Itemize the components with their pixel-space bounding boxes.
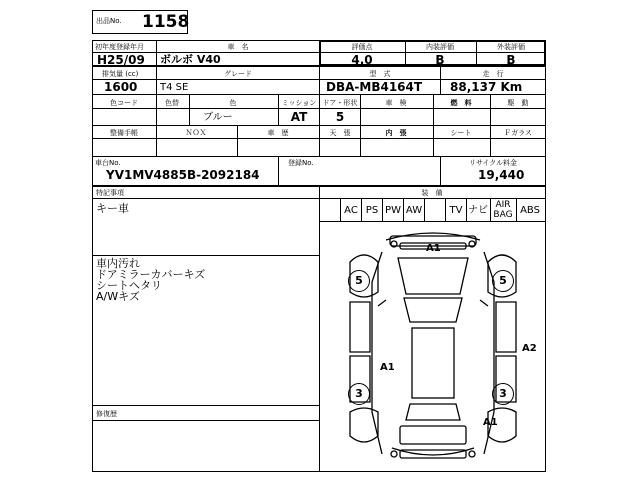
grade-label: グレード: [224, 70, 252, 78]
car-diagram-icon: [320, 222, 546, 472]
drive-label: 駆 動: [507, 99, 529, 107]
vin-label: 車台No.: [95, 159, 121, 167]
color-value: ブルー: [203, 112, 233, 123]
equip-navi: ナビ: [468, 205, 488, 216]
lot-number-label: 出品No.: [96, 17, 122, 25]
exterior-score-label: 外装評価: [497, 43, 525, 51]
equip-pw: PW: [385, 205, 401, 216]
color-code-label: 色コード: [110, 99, 138, 107]
equipment-label: 装 備: [421, 189, 443, 197]
damage-left-rear: 3: [348, 383, 370, 405]
damage-left-side: A1: [380, 362, 395, 373]
interior-score-label: 内装評価: [426, 43, 454, 51]
color-label: 色: [229, 99, 237, 107]
note-key: キー車: [96, 202, 129, 215]
interior-score: B: [435, 53, 445, 67]
damage-right-front: 5: [492, 270, 514, 292]
first-registration: H25/09: [97, 53, 145, 67]
exterior-score: B: [506, 53, 516, 67]
note-line-3: ドアミラーカバーキズ: [96, 268, 206, 281]
manual-label: 整備手帳: [110, 129, 138, 137]
repair-history-label: 修復歴: [96, 410, 117, 418]
damage-right-side: A2: [522, 343, 537, 354]
damage-right-rear: 3: [492, 383, 514, 405]
equip-airbag: AIR BAG: [493, 200, 513, 220]
recycle-label: リサイクル料金: [468, 159, 518, 167]
vin-value: YV1MV4885B-2092184: [106, 168, 260, 182]
grade: T4 SE: [160, 82, 189, 93]
lot-number: 1158: [142, 12, 190, 32]
mileage: 88,137 Km: [450, 80, 523, 94]
fuel-label: 燃 料: [450, 99, 472, 107]
name-label: 車 名: [227, 43, 249, 51]
year-label: 初年度登録年月: [95, 43, 144, 51]
equip-ac: AC: [344, 205, 358, 216]
seat-label: シート: [450, 129, 472, 137]
note-line-4: シートヘタリ: [96, 279, 162, 292]
score-label: 評価点: [351, 43, 373, 51]
inner-lining-label: 内 張: [385, 129, 407, 137]
door-label: ドア・形状: [322, 99, 358, 107]
score-value: 4.0: [351, 53, 373, 67]
nox-label: ＮＯＸ: [185, 129, 207, 137]
equip-aw: AW: [405, 205, 423, 216]
displacement: 1600: [104, 80, 138, 94]
recycle-fee: 19,440: [478, 168, 525, 182]
model-code: DBA-MB4164T: [326, 80, 423, 94]
inspection-label: 車 検: [385, 99, 407, 107]
history-label: 車 歴: [267, 129, 289, 137]
model-label: 型 式: [369, 70, 391, 78]
car-name: ボルボ V40: [160, 53, 221, 66]
mission-value: AT: [290, 110, 308, 124]
door-value: 5: [335, 110, 345, 124]
equip-tv: TV: [449, 205, 463, 216]
registration-label: 登録No.: [288, 159, 314, 167]
note-line-2: 車内汚れ: [96, 257, 140, 270]
mileage-label: 走 行: [482, 70, 504, 78]
note-line-5: A/Wキズ: [96, 290, 140, 303]
notes-label: 特記事項: [96, 189, 124, 197]
color-change-label: 色替: [165, 99, 179, 107]
damage-front: A1: [426, 243, 441, 254]
mission-label: ミッション: [281, 99, 317, 107]
cc-label: 排気量 (cc): [102, 70, 139, 78]
glass-label: Ｆガラス: [504, 129, 532, 137]
roof-label: 天 張: [329, 129, 351, 137]
equip-ps: PS: [365, 205, 379, 216]
damage-rear: A1: [483, 417, 498, 428]
damage-left-front: 5: [348, 270, 370, 292]
equip-abs: ABS: [520, 205, 540, 216]
